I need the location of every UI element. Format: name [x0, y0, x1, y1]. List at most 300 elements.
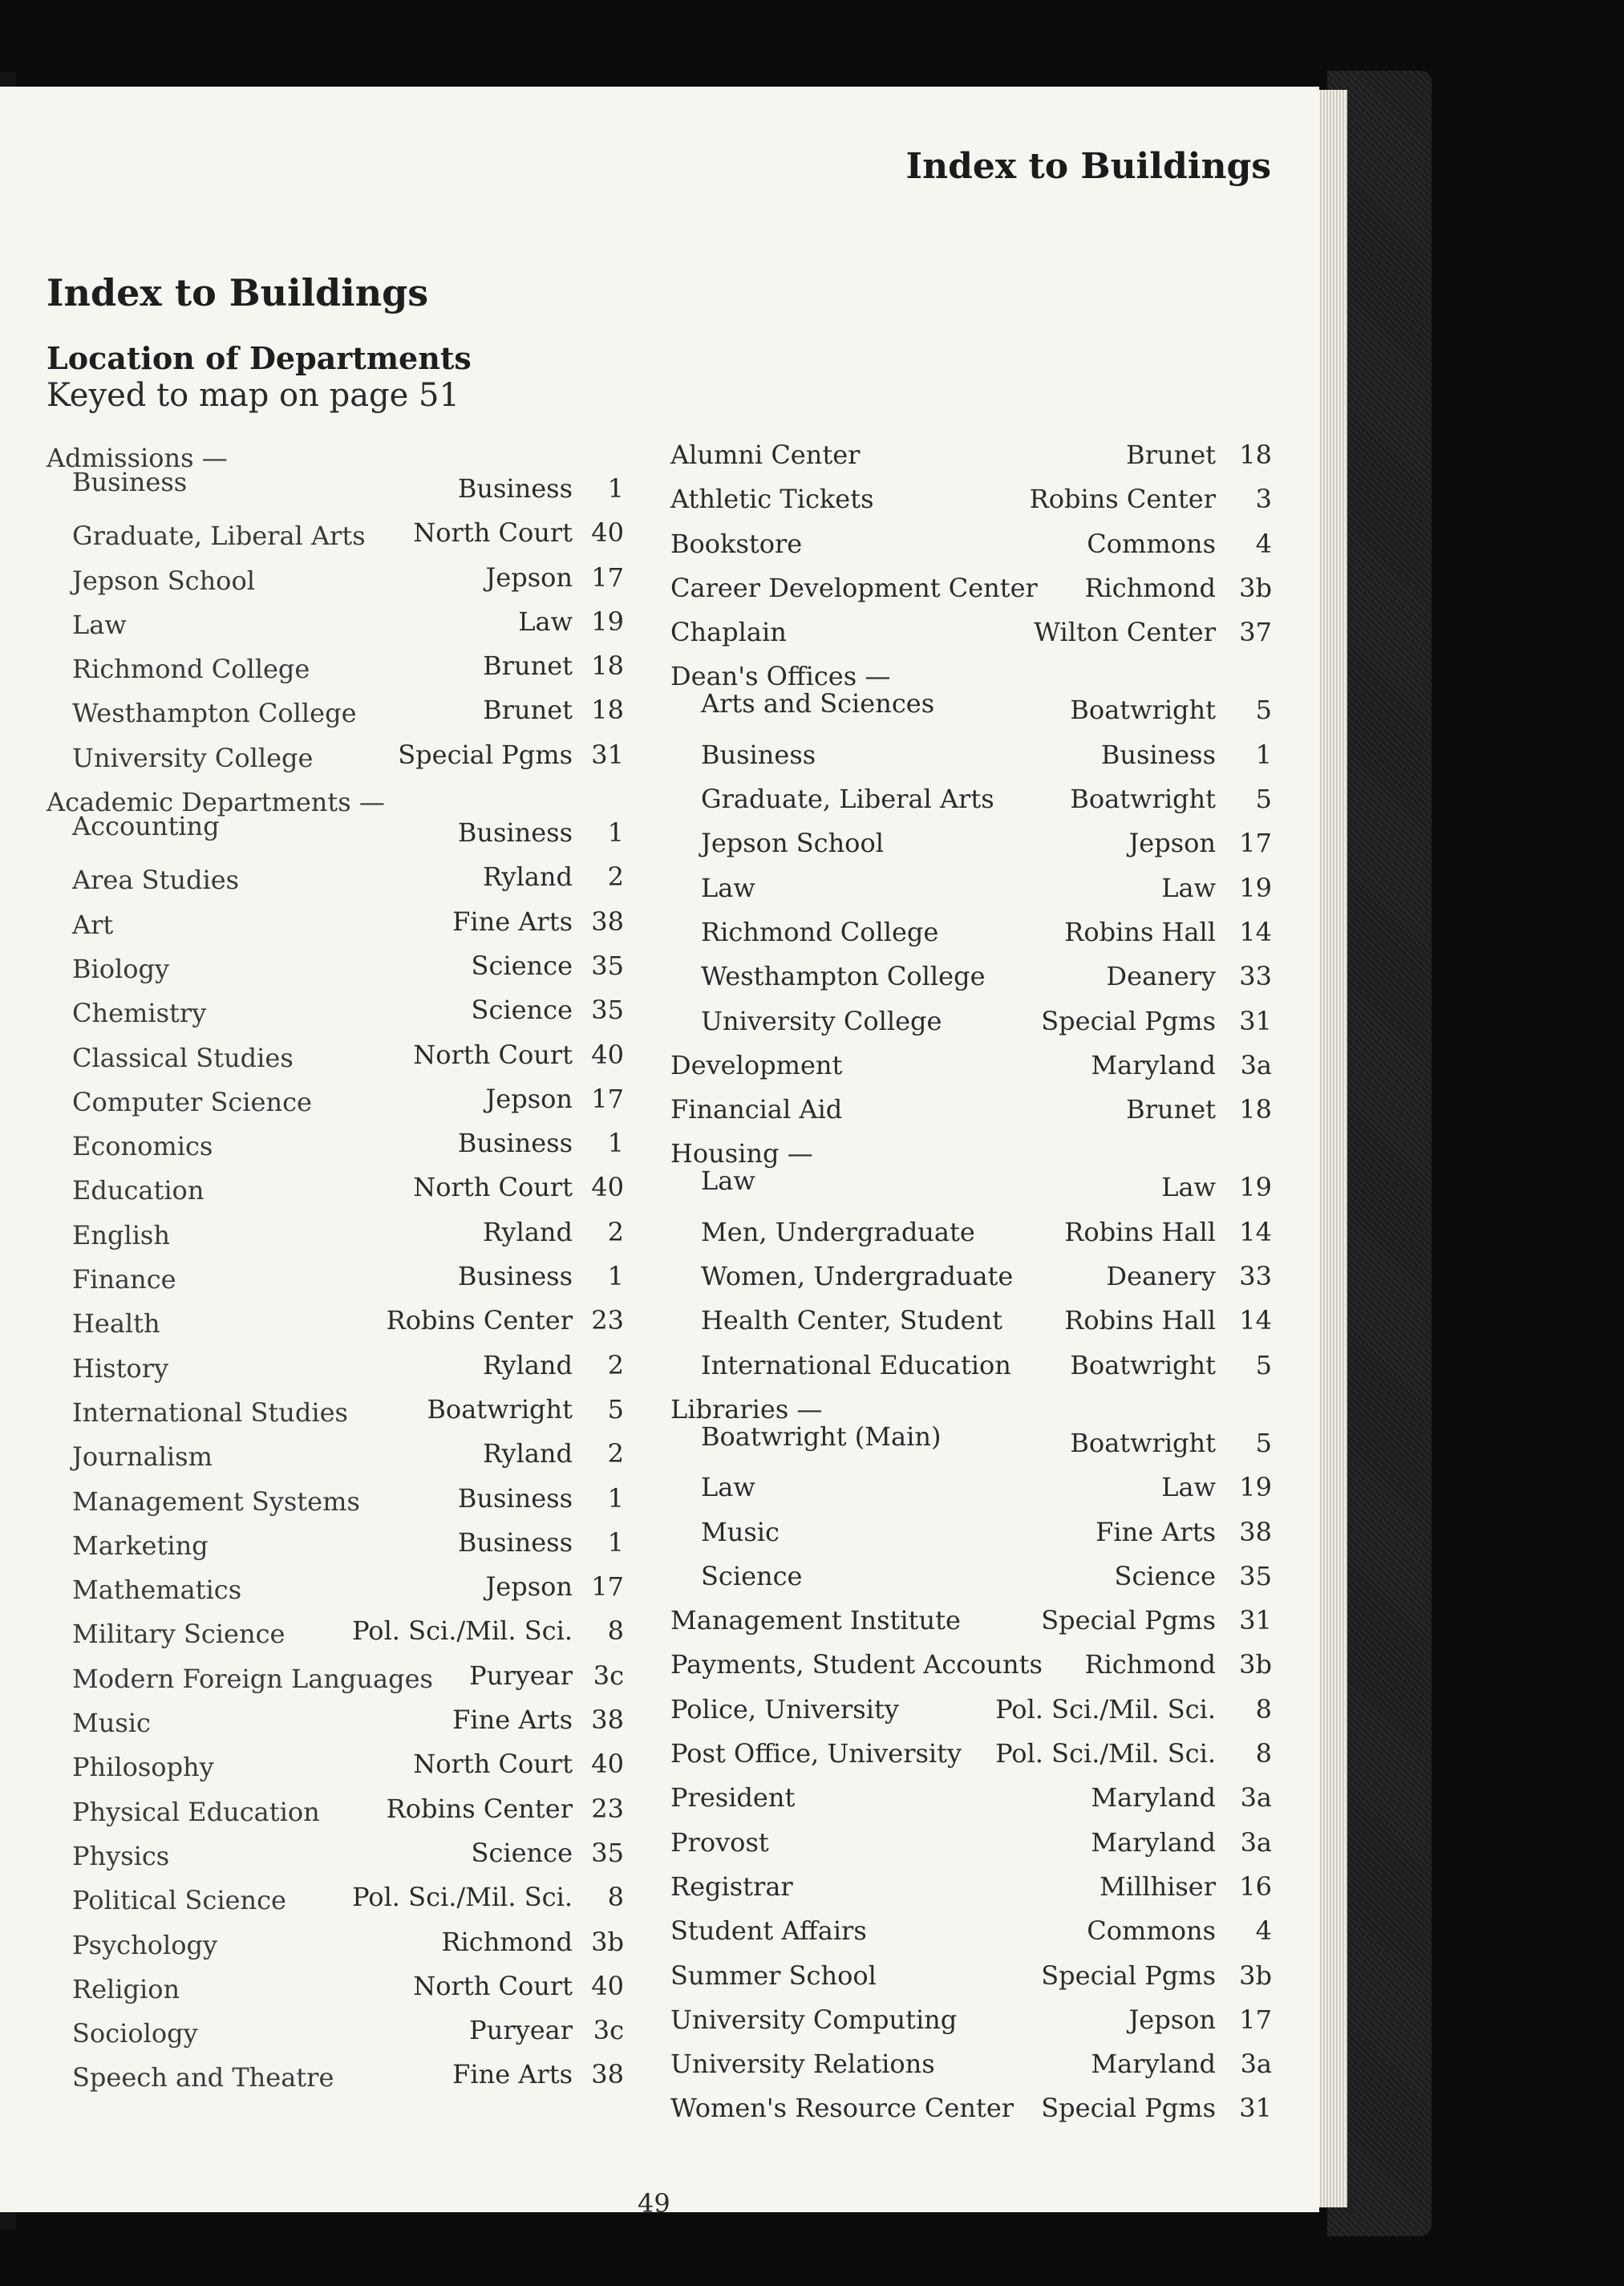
entry-building: Jepson [485, 1083, 573, 1114]
entry-name: Bookstore [670, 528, 803, 559]
entry-map-key: 3b [1239, 1960, 1272, 1991]
entry-building: Pol. Sci./Mil. Sci. [352, 1882, 573, 1913]
entry-name: Richmond College [72, 654, 310, 685]
entry-name: Accounting [72, 811, 220, 842]
entry-building: Maryland [1091, 2049, 1216, 2080]
index-entry [47, 1299, 624, 1343]
entry-map-key: 38 [591, 906, 624, 937]
index-entry [47, 1654, 624, 1698]
index-entry [670, 522, 1272, 566]
entry-name: Law [72, 609, 127, 640]
entry-name: Sociology [72, 2018, 198, 2049]
entry-name: Biology [72, 953, 170, 984]
entry-building: Ryland [482, 1216, 573, 1247]
entry-map-key: 40 [591, 1039, 624, 1070]
entry-name: Management Systems [72, 1485, 360, 1517]
entry-map-key: 31 [1239, 1005, 1272, 1036]
entry-map-key: 16 [1239, 1871, 1272, 1902]
entry-building: North Court [413, 1172, 573, 1203]
entry-name: Westhampton College [701, 961, 986, 992]
entry-map-key: 31 [1239, 2093, 1272, 2124]
entry-building: Fine Arts [452, 906, 573, 937]
entry-name: Men, Undergraduate [701, 1216, 975, 1247]
entry-map-key: 18 [591, 695, 624, 726]
entry-map-key: 3b [591, 1926, 624, 1957]
entry-map-key: 3a [1240, 1826, 1272, 1858]
entry-map-key: 18 [591, 651, 624, 682]
index-entry [670, 1088, 1272, 1132]
index-group-header [670, 1132, 1272, 1169]
index-entry [670, 777, 1272, 821]
index-entry [47, 1964, 624, 2008]
entry-map-key: 40 [591, 1749, 624, 1780]
entry-name: Payments, Student Accounts [670, 1649, 1043, 1680]
index-entry [47, 1165, 624, 1210]
entry-map-key: 19 [1239, 872, 1272, 903]
index-entry [47, 811, 624, 855]
index-entry [47, 1831, 624, 1875]
entry-building: Business [1100, 739, 1216, 770]
entry-name: Boatwright (Main) [701, 1421, 942, 1452]
entry-building: Brunet [1126, 1094, 1216, 1125]
entry-building: Boatwright [427, 1393, 573, 1425]
entry-map-key: 14 [1239, 916, 1272, 947]
entry-map-key: 35 [591, 950, 624, 981]
index-column-left [47, 433, 624, 2098]
entry-map-key: 3 [1255, 484, 1272, 515]
entry-name: Graduate, Liberal Arts [72, 521, 366, 552]
entry-name: University College [701, 1005, 942, 1036]
entry-building: Robins Hall [1064, 916, 1216, 947]
entry-name: Law [701, 1472, 755, 1503]
entry-map-key: 8 [607, 1882, 624, 1913]
entry-map-key: 1 [607, 1128, 624, 1159]
index-entry [670, 1998, 1272, 2042]
entry-name: Health Center, Student [701, 1305, 1003, 1336]
entry-map-key: 35 [591, 1837, 624, 1868]
index-entry [670, 1510, 1272, 1554]
entry-name: Graduate, Liberal Arts [701, 784, 994, 815]
page-number: 49 [638, 2188, 670, 2219]
index-entry [670, 477, 1272, 521]
entry-map-key: 35 [591, 995, 624, 1026]
entry-map-key: 8 [607, 1615, 624, 1647]
entry-building: Commons [1087, 1915, 1216, 1947]
entry-building: Science [471, 995, 573, 1026]
index-entry [47, 1432, 624, 1476]
entry-map-key: 31 [1239, 1605, 1272, 1636]
entry-building: Ryland [482, 1438, 573, 1469]
entry-building: Maryland [1091, 1826, 1216, 1858]
entry-map-key: 4 [1255, 528, 1272, 559]
index-group-header [47, 433, 624, 473]
entry-building: Commons [1087, 528, 1216, 559]
entry-map-key: 33 [1239, 961, 1272, 992]
index-entry [670, 1688, 1272, 1732]
index-entry [47, 556, 624, 600]
entry-building: North Court [413, 1039, 573, 1070]
index-entry [670, 1954, 1272, 1998]
index-group-header [47, 777, 624, 818]
entry-map-key: 19 [591, 606, 624, 637]
entry-building: Special Pgms [1041, 1960, 1216, 1991]
entry-name: Health [72, 1308, 160, 1340]
entry-name: Mathematics [72, 1575, 242, 1606]
entry-building: Maryland [1091, 1049, 1216, 1080]
entry-map-key: 38 [1239, 1516, 1272, 1547]
index-entry [670, 610, 1272, 655]
entry-map-key: 33 [1239, 1261, 1272, 1292]
index-entry [670, 566, 1272, 610]
index-entry [47, 944, 624, 988]
entry-building: Richmond [1084, 572, 1216, 603]
entry-map-key: 38 [591, 1704, 624, 1736]
entry-name: Speech and Theatre [72, 2062, 334, 2093]
index-entry [47, 1077, 624, 1121]
entry-building: Robins Center [1029, 484, 1216, 515]
entry-building: Law [1161, 872, 1216, 903]
entry-name: Law [701, 872, 755, 903]
index-entry [47, 2008, 624, 2053]
entry-name: University Computing [670, 2004, 958, 2035]
entry-building: Richmond [1084, 1649, 1216, 1680]
index-group-header [670, 1388, 1272, 1425]
entry-building: Millhiser [1100, 1871, 1216, 1902]
index-entry [47, 688, 624, 732]
entry-name: English [72, 1219, 170, 1250]
entry-building: Business [457, 1128, 573, 1159]
entry-building: Business [457, 817, 573, 849]
index-entry [670, 999, 1272, 1044]
entry-building: Science [471, 950, 573, 981]
entry-name: Chemistry [72, 998, 207, 1029]
entry-building: Ryland [482, 1349, 573, 1380]
entry-map-key: 17 [591, 1083, 624, 1114]
index-entry [47, 1210, 624, 1254]
entry-map-key: 40 [591, 517, 624, 549]
entry-map-key: 40 [591, 1970, 624, 2001]
entry-building: Pol. Sci./Mil. Sci. [352, 1615, 573, 1647]
entry-building: Special Pgms [398, 739, 573, 770]
entry-map-key: 5 [1255, 1349, 1272, 1380]
entry-building: Brunet [483, 695, 573, 726]
index-entry [670, 1299, 1272, 1343]
entry-name: Post Office, University [670, 1738, 962, 1769]
entry-building: Robins Hall [1064, 1305, 1216, 1336]
entry-name: Physics [72, 1840, 170, 1871]
running-head: Index to Buildings [905, 146, 1271, 187]
entry-building: Law [1161, 1172, 1216, 1203]
page-edges [1315, 90, 1347, 2207]
index-entry [670, 688, 1272, 732]
entry-building: Richmond [441, 1926, 573, 1957]
book-page [0, 87, 1319, 2219]
entry-building: North Court [413, 1970, 573, 2001]
entry-map-key: 5 [1255, 1427, 1272, 1458]
index-entry [670, 2042, 1272, 2086]
entry-building: Puryear [469, 2015, 573, 2046]
entry-name: Philosophy [72, 1752, 214, 1783]
entry-map-key: 3a [1240, 1782, 1272, 1814]
entry-name: Athletic Tickets [670, 484, 874, 515]
entry-name: Area Studies [72, 865, 240, 896]
index-entry [47, 600, 624, 644]
index-entry [47, 644, 624, 688]
entry-building: Deanery [1106, 961, 1216, 992]
entry-map-key: 14 [1239, 1216, 1272, 1247]
entry-map-key: 17 [1239, 828, 1272, 859]
entry-name: Military Science [72, 1619, 286, 1650]
section-subtitle: Location of Departments [47, 340, 472, 376]
index-entry [47, 511, 624, 555]
entry-name: Journalism [72, 1441, 213, 1473]
entry-map-key: 1 [607, 817, 624, 849]
entry-building: Law [1161, 1472, 1216, 1503]
entry-name: Psychology [72, 1929, 218, 1960]
entry-map-key: 1 [607, 1482, 624, 1514]
entry-name: Women's Resource Center [670, 2093, 1014, 2124]
entry-map-key: 5 [1255, 784, 1272, 815]
index-entry [47, 988, 624, 1032]
entry-name: Summer School [670, 1960, 877, 1991]
index-entry [670, 1554, 1272, 1599]
entry-map-key: 3b [1239, 1649, 1272, 1680]
entry-map-key: 35 [1239, 1560, 1272, 1591]
entry-name: Finance [72, 1264, 176, 1295]
entry-map-key: 19 [1239, 1172, 1272, 1203]
entry-building: Boatwright [1070, 1349, 1216, 1380]
index-entry [670, 910, 1272, 955]
entry-name: Police, University [670, 1693, 899, 1725]
entry-building: Ryland [482, 861, 573, 893]
entry-name: Business [72, 467, 188, 497]
index-entry [670, 2086, 1272, 2130]
entry-name: Music [701, 1516, 780, 1547]
entry-map-key: 1 [607, 1526, 624, 1558]
entry-building: Boatwright [1070, 784, 1216, 815]
index-entry [47, 1920, 624, 1964]
entry-map-key: 17 [591, 561, 624, 593]
entry-map-key: 31 [591, 739, 624, 770]
entry-building: Science [1114, 1560, 1216, 1591]
index-entry [670, 1210, 1272, 1254]
index-entry [47, 1477, 624, 1521]
index-entry [47, 1787, 624, 1831]
index-entry [47, 1521, 624, 1565]
entry-building: Fine Arts [452, 2059, 573, 2090]
entry-name: University Relations [670, 2049, 935, 2080]
index-entry [47, 1742, 624, 1786]
index-entry [47, 1344, 624, 1388]
index-entry [47, 2053, 624, 2097]
entry-map-key: 38 [591, 2059, 624, 2090]
index-entry [47, 900, 624, 944]
index-entry [670, 1821, 1272, 1865]
entry-building: Boatwright [1070, 695, 1216, 726]
keyed-note: Keyed to map on page 51 [47, 377, 460, 414]
entry-name: Dean's Offices — [670, 661, 891, 692]
entry-building: Deanery [1106, 1261, 1216, 1292]
entry-name: Religion [72, 1973, 180, 2004]
index-entry [670, 1165, 1272, 1210]
entry-building: North Court [413, 1749, 573, 1780]
entry-name: History [72, 1352, 169, 1384]
entry-map-key: 17 [1239, 2004, 1272, 2035]
index-entry [670, 821, 1272, 865]
index-entry [670, 1344, 1272, 1388]
entry-name: Modern Foreign Languages [72, 1663, 433, 1694]
entry-building: Maryland [1091, 1782, 1216, 1814]
entry-name: Admissions — [47, 443, 228, 473]
index-entry [670, 733, 1272, 777]
entry-name: University College [72, 742, 314, 773]
index-entry [47, 733, 624, 777]
entry-building: Robins Hall [1064, 1216, 1216, 1247]
entry-map-key: 1 [607, 473, 624, 504]
entry-building: Business [457, 1482, 573, 1514]
index-entry [47, 1609, 624, 1653]
entry-name: Career Development Center [670, 572, 1038, 603]
entry-name: Alumni Center [670, 440, 861, 470]
entry-name: Classical Studies [72, 1042, 294, 1073]
index-entry [670, 866, 1272, 910]
entry-name: Richmond College [701, 916, 939, 947]
entry-map-key: 4 [1255, 1915, 1272, 1947]
entry-building: Law [518, 606, 573, 637]
index-entry [670, 1643, 1272, 1687]
entry-building: Special Pgms [1041, 2093, 1216, 2124]
entry-name: International Studies [72, 1396, 348, 1428]
entry-building: Jepson [1128, 2004, 1216, 2035]
index-entry [670, 1776, 1272, 1820]
entry-building: Jepson [485, 1571, 573, 1603]
index-group-header [670, 655, 1272, 692]
page-title: Index to Buildings [47, 271, 429, 314]
entry-map-key: 8 [1255, 1693, 1272, 1725]
entry-building: Robins Center [386, 1305, 573, 1336]
entry-name: Jepson School [701, 828, 884, 859]
entry-building: Brunet [1126, 440, 1216, 470]
entry-map-key: 17 [591, 1571, 624, 1603]
entry-name: Academic Departments — [47, 787, 385, 818]
index-entry [670, 955, 1272, 999]
index-entry [670, 1865, 1272, 1909]
entry-name: Art [72, 909, 114, 940]
entry-map-key: 3c [593, 2015, 624, 2046]
entry-map-key: 3a [1240, 1049, 1272, 1080]
entry-name: Libraries — [670, 1393, 823, 1425]
entry-building: Business [457, 473, 573, 504]
entry-map-key: 1 [607, 1261, 624, 1292]
entry-name: Music [72, 1708, 151, 1739]
entry-name: Women, Undergraduate [701, 1261, 1014, 1292]
entry-name: Education [72, 1175, 205, 1206]
entry-name: Registrar [670, 1871, 793, 1902]
index-entry [47, 467, 624, 511]
entry-name: Provost [670, 1826, 769, 1858]
entry-map-key: 3c [593, 1660, 624, 1691]
entry-name: International Education [701, 1349, 1011, 1380]
index-entry [670, 1044, 1272, 1088]
entry-name: Law [701, 1165, 755, 1197]
index-entry [670, 1732, 1272, 1776]
entry-building: Jepson [485, 561, 573, 593]
entry-building: Special Pgms [1041, 1005, 1216, 1036]
entry-map-key: 40 [591, 1172, 624, 1203]
entry-name: Political Science [72, 1885, 286, 1916]
entry-map-key: 2 [607, 1438, 624, 1469]
entry-building: North Court [413, 517, 573, 549]
entry-map-key: 8 [1255, 1738, 1272, 1769]
entry-building: Pol. Sci./Mil. Sci. [995, 1693, 1216, 1725]
entry-map-key: 2 [607, 861, 624, 893]
index-entry [670, 1465, 1272, 1510]
entry-building: Business [457, 1526, 573, 1558]
entry-map-key: 19 [1239, 1472, 1272, 1503]
entry-name: Science [701, 1560, 803, 1591]
index-entry [47, 1254, 624, 1299]
index-entry [47, 1565, 624, 1609]
entry-building: Science [471, 1837, 573, 1868]
entry-map-key: 5 [1255, 695, 1272, 726]
entry-building: Business [457, 1261, 573, 1292]
entry-map-key: 23 [591, 1305, 624, 1336]
index-entry [47, 1388, 624, 1432]
entry-building: Brunet [483, 651, 573, 682]
entry-name: Business [701, 739, 816, 770]
index-entry [670, 1254, 1272, 1299]
entry-map-key: 18 [1239, 440, 1272, 470]
entry-name: Marketing [72, 1530, 209, 1561]
entry-map-key: 23 [591, 1793, 624, 1824]
entry-building: Pol. Sci./Mil. Sci. [995, 1738, 1216, 1769]
entry-name: Chaplain [670, 617, 787, 648]
entry-building: Jepson [1128, 828, 1216, 859]
entry-map-key: 3a [1240, 2049, 1272, 2080]
entry-building: Wilton Center [1034, 617, 1216, 648]
entry-building: Robins Center [386, 1793, 573, 1824]
index-entry [47, 1875, 624, 1919]
entry-name: Housing — [670, 1138, 813, 1169]
entry-name: Arts and Sciences [701, 688, 935, 719]
entry-name: President [670, 1782, 796, 1814]
index-entry [47, 1698, 624, 1742]
index-entry [47, 855, 624, 899]
index-column-right [670, 433, 1272, 2131]
entry-map-key: 1 [1255, 739, 1272, 770]
entry-map-key: 2 [607, 1216, 624, 1247]
entry-name: Development [670, 1049, 843, 1080]
entry-map-key: 2 [607, 1349, 624, 1380]
entry-name: Management Institute [670, 1605, 961, 1636]
entry-name: Computer Science [72, 1086, 312, 1117]
entry-building: Fine Arts [452, 1704, 573, 1736]
entry-building: Puryear [469, 1660, 573, 1691]
entry-map-key: 37 [1239, 617, 1272, 648]
index-entry [47, 1121, 624, 1165]
entry-name: Financial Aid [670, 1094, 843, 1125]
entry-name: Physical Education [72, 1796, 320, 1827]
entry-name: Jepson School [72, 565, 255, 596]
entry-name: Economics [72, 1131, 213, 1162]
entry-name: Westhampton College [72, 698, 357, 729]
entry-building: Fine Arts [1095, 1516, 1216, 1547]
entry-name: Student Affairs [670, 1915, 867, 1947]
index-entry [670, 1599, 1272, 1643]
entry-map-key: 18 [1239, 1094, 1272, 1125]
entry-map-key: 14 [1239, 1305, 1272, 1336]
entry-building: Special Pgms [1041, 1605, 1216, 1636]
